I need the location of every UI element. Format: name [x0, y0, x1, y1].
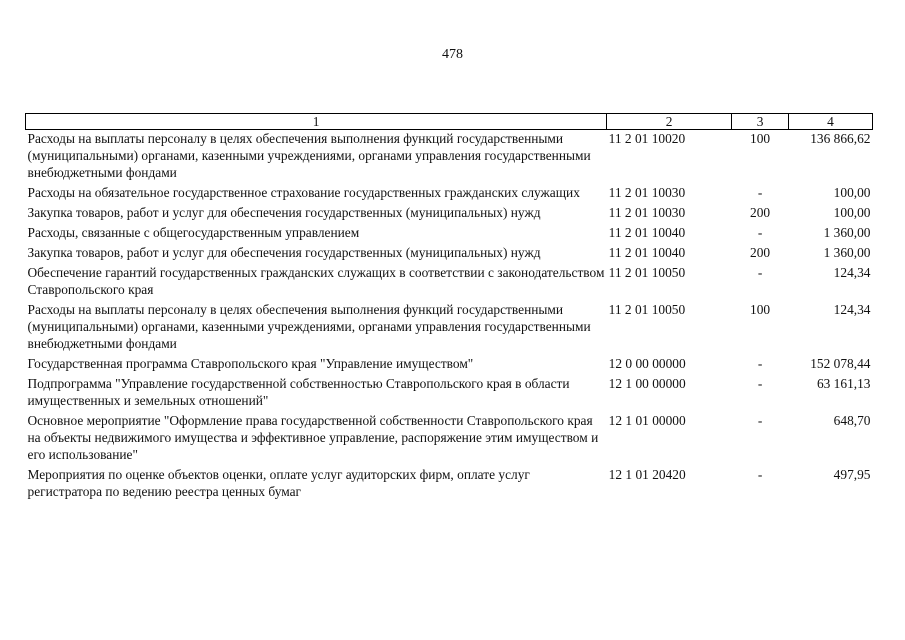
row-type: -: [757, 376, 763, 391]
row-type: -: [757, 356, 763, 371]
table-body: [26, 130, 873, 504]
table-row: [26, 130, 873, 185]
row-code: 11 2 01 10050: [608, 265, 686, 280]
row-amount: 497,95: [833, 467, 871, 482]
row-code: 12 1 01 00000: [608, 413, 686, 428]
row-amount: 648,70: [833, 413, 871, 428]
row-type: 200: [750, 205, 771, 220]
header-col-4: 4: [789, 114, 873, 130]
row-amount: 63 161,13: [816, 376, 871, 391]
row-name: Расходы на выплаты персоналу в целях обеспечения выполнения функций государственными (муниципальными) органами, казенными учреждениями, органами управления государственными внебюджетными фондами: [27, 302, 591, 351]
budget-table: [25, 113, 873, 503]
table-row: [26, 204, 873, 224]
row-code: 11 2 01 10040: [608, 245, 686, 260]
row-name: Расходы, связанные с общегосударственным управлением: [27, 225, 360, 240]
row-amount: 100,00: [833, 185, 871, 200]
table-row: [26, 355, 873, 375]
header-col-3: 3: [732, 114, 789, 130]
row-name: Расходы на обязательное государственное страхование государственных гражданских служащих: [27, 185, 580, 200]
row-type: 100: [750, 302, 771, 317]
row-type: 100: [750, 131, 771, 146]
table-row: [26, 466, 873, 503]
row-amount: 100,00: [833, 205, 871, 220]
row-name: Расходы на выплаты персоналу в целях обеспечения выполнения функций государственными (муниципальными) органами, казенными учреждениями, органами управления государственными внебюджетными фондами: [27, 131, 591, 180]
row-type: -: [757, 265, 763, 280]
row-type: -: [757, 413, 763, 428]
header-col-1: 1: [26, 114, 607, 130]
table-row: [26, 412, 873, 466]
row-amount: 152 078,44: [810, 356, 871, 371]
row-name: Основное мероприятие "Оформление права государственной собственности Ставропольского края на объекты недвижимого имущества и эффективное управление, распоряжение этим имуществом и его использование": [27, 413, 599, 462]
row-name: Закупка товаров, работ и услуг для обеспечения государственных (муниципальных) нужд: [27, 205, 541, 220]
row-name: Обеспечение гарантий государственных гражданских служащих в соответствии с законодательством Ставропольского края: [27, 265, 605, 297]
row-code: 12 1 00 00000: [608, 376, 686, 391]
row-code: 12 1 01 20420: [608, 467, 686, 482]
row-code: 11 2 01 10020: [608, 131, 686, 146]
table-row: [26, 375, 873, 412]
row-code: 12 0 00 00000: [608, 356, 686, 371]
row-code: 11 2 01 10030: [608, 185, 686, 200]
row-type: -: [757, 185, 763, 200]
row-amount: 1 360,00: [823, 225, 871, 240]
row-code: 11 2 01 10040: [608, 225, 686, 240]
table-row: [26, 264, 873, 301]
table-row: [26, 301, 873, 355]
row-amount: 124,34: [833, 302, 871, 317]
row-type: -: [757, 225, 763, 240]
row-amount: 136 866,62: [810, 131, 871, 146]
row-amount: 1 360,00: [823, 245, 871, 260]
table-row: [26, 244, 873, 264]
row-name: Закупка товаров, работ и услуг для обеспечения государственных (муниципальных) нужд: [27, 245, 541, 260]
row-code: 11 2 01 10030: [608, 205, 686, 220]
row-code: 11 2 01 10050: [608, 302, 686, 317]
row-name: Государственная программа Ставропольского края "Управление имуществом": [27, 356, 474, 371]
table-row: [26, 184, 873, 204]
table-header: [26, 114, 873, 130]
row-name: Мероприятия по оценке объектов оценки, оплате услуг аудиторских фирм, оплате услуг регистратора по ведению реестра ценных бумаг: [27, 467, 530, 499]
row-amount: 124,34: [833, 265, 871, 280]
header-col-2: 2: [607, 114, 732, 130]
row-name: Подпрограмма "Управление государственной собственностью Ставропольского края в области имущественных и земельных отношений": [27, 376, 570, 408]
page-number: 478: [442, 47, 463, 62]
row-type: -: [757, 467, 763, 482]
table-row: [26, 224, 873, 244]
row-type: 200: [750, 245, 771, 260]
